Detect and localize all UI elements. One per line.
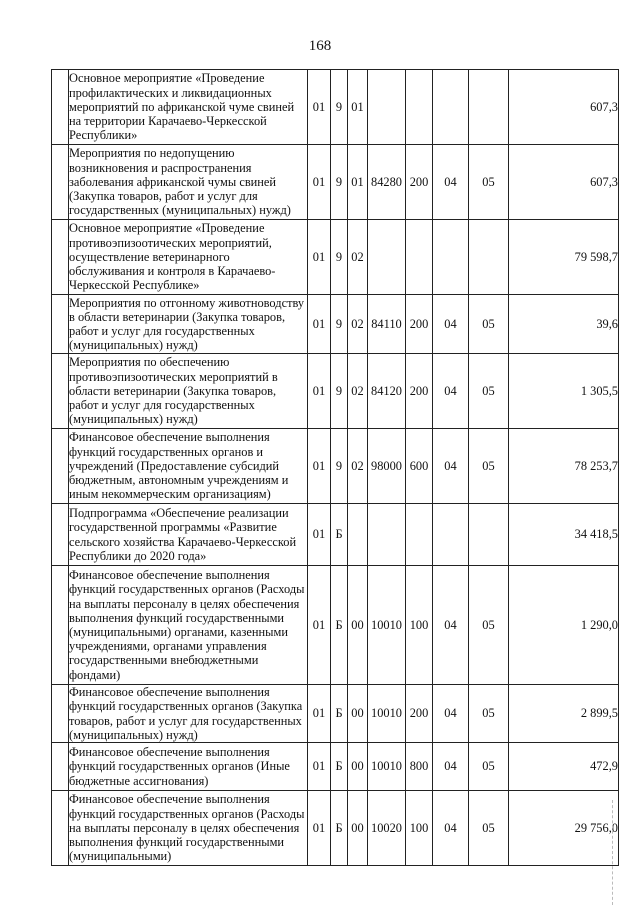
page-number: 168 [308, 38, 332, 54]
section-code [433, 70, 469, 145]
activity-code [348, 504, 368, 566]
program-code: 01 [308, 685, 331, 743]
activity-code: 00 [348, 685, 368, 743]
row-margin-cell [52, 504, 69, 566]
section-code [433, 504, 469, 566]
direction-code: 84120 [368, 354, 406, 429]
expense-type-code: 100 [406, 791, 433, 866]
subsection-code: 05 [469, 354, 509, 429]
amount: 79 598,7 [509, 220, 619, 295]
subprogram-code: 9 [331, 145, 348, 220]
subsection-code: 05 [469, 743, 509, 791]
section-code: 04 [433, 354, 469, 429]
row-description: Мероприятия по отгонному животноводству в области ветеринарии (Закупка товаров, работ и услуг для государственных (муниципальных) нужд) [69, 295, 308, 354]
program-code: 01 [308, 743, 331, 791]
table-row [52, 145, 619, 220]
table-row [52, 354, 619, 429]
direction-code: 10010 [368, 685, 406, 743]
table-row [52, 220, 619, 295]
amount: 2 899,5 [509, 685, 619, 743]
direction-code: 98000 [368, 429, 406, 504]
section-code [433, 220, 469, 295]
amount: 29 756,0 [509, 791, 619, 866]
expense-type-code: 800 [406, 743, 433, 791]
row-description: Мероприятия по обеспечению противоэпизоотических мероприятий в области ветеринарии (Закупка товаров, работ и услуг для государственных (муниципальных) нужд) [69, 354, 308, 429]
program-code: 01 [308, 145, 331, 220]
row-margin-cell [52, 791, 69, 866]
amount: 39,6 [509, 295, 619, 354]
subprogram-code: 9 [331, 70, 348, 145]
subsection-code [469, 504, 509, 566]
row-margin-cell [52, 145, 69, 220]
expense-type-code: 600 [406, 429, 433, 504]
program-code: 01 [308, 429, 331, 504]
activity-code: 01 [348, 70, 368, 145]
expense-type-code: 200 [406, 354, 433, 429]
table-row [52, 504, 619, 566]
subsection-code: 05 [469, 685, 509, 743]
subprogram-code: 9 [331, 429, 348, 504]
row-description: Основное мероприятие «Проведение профилактических и ликвидационных мероприятий по африканской чуме свиней на территории Карачаево-Черкесской Республики» [69, 70, 308, 145]
expense-type-code [406, 504, 433, 566]
amount: 472,9 [509, 743, 619, 791]
table-row [52, 566, 619, 685]
expense-type-code [406, 70, 433, 145]
row-margin-cell [52, 295, 69, 354]
row-description: Финансовое обеспечение выполнения функций государственных органов и учреждений (Предоставление субсидий бюджетным, автономным учреждениям и иным некоммерческим организациям) [69, 429, 308, 504]
row-description: Подпрограмма «Обеспечение реализации государственной программы «Развитие сельского хозяйства Карачаево-Черкесской Республики до 2020 года» [69, 504, 308, 566]
row-description: Основное мероприятие «Проведение противоэпизоотических мероприятий, осуществление ветеринарного обслуживания и контроля в Карачаево-Черкесской Республике» [69, 220, 308, 295]
subprogram-code: 9 [331, 220, 348, 295]
subprogram-code: Б [331, 685, 348, 743]
amount: 78 253,7 [509, 429, 619, 504]
subprogram-code: Б [331, 504, 348, 566]
program-code: 01 [308, 791, 331, 866]
direction-code: 10010 [368, 566, 406, 685]
row-margin-cell [52, 743, 69, 791]
amount: 607,3 [509, 145, 619, 220]
direction-code: 84280 [368, 145, 406, 220]
table-row [52, 295, 619, 354]
row-description: Мероприятия по недопущению возникновения и распространения заболевания африканской чумы свиней (Закупка товаров, работ и услуг для государственных (муниципальных) нужд) [69, 145, 308, 220]
program-code: 01 [308, 295, 331, 354]
expense-type-code [406, 220, 433, 295]
subsection-code [469, 220, 509, 295]
section-code: 04 [433, 145, 469, 220]
subsection-code: 05 [469, 295, 509, 354]
row-margin-cell [52, 354, 69, 429]
direction-code: 10020 [368, 791, 406, 866]
subprogram-code: 9 [331, 295, 348, 354]
activity-code: 00 [348, 566, 368, 685]
table-row [52, 70, 619, 145]
program-code: 01 [308, 220, 331, 295]
page-margin-line [612, 800, 613, 905]
direction-code [368, 70, 406, 145]
table-row [52, 791, 619, 866]
section-code: 04 [433, 791, 469, 866]
subprogram-code: 9 [331, 354, 348, 429]
expense-type-code: 200 [406, 685, 433, 743]
amount: 34 418,5 [509, 504, 619, 566]
subsection-code [469, 70, 509, 145]
section-code: 04 [433, 743, 469, 791]
direction-code [368, 220, 406, 295]
program-code: 01 [308, 354, 331, 429]
row-margin-cell [52, 566, 69, 685]
activity-code: 02 [348, 354, 368, 429]
subsection-code: 05 [469, 429, 509, 504]
subprogram-code: Б [331, 566, 348, 685]
row-description: Финансовое обеспечение выполнения функций государственных органов (Расходы на выплаты персоналу в целях обеспечения выполнения функций государственными (муниципальными) [69, 791, 308, 866]
row-margin-cell [52, 70, 69, 145]
row-margin-cell [52, 220, 69, 295]
row-description: Финансовое обеспечение выполнения функций государственных органов (Закупка товаров, работ и услуг для государственных (муниципальных) нужд) [69, 685, 308, 743]
amount: 1 305,5 [509, 354, 619, 429]
activity-code: 02 [348, 429, 368, 504]
direction-code: 10010 [368, 743, 406, 791]
section-code: 04 [433, 685, 469, 743]
subprogram-code: Б [331, 791, 348, 866]
budget-table [51, 69, 619, 866]
activity-code: 00 [348, 791, 368, 866]
subsection-code: 05 [469, 145, 509, 220]
section-code: 04 [433, 429, 469, 504]
row-description: Финансовое обеспечение выполнения функций государственных органов (Расходы на выплаты персоналу в целях обеспечения выполнения функций государственными (муниципальными) органами, казенными учреждениями, органами управления государственными внебюджетными фондами) [69, 566, 308, 685]
activity-code: 00 [348, 743, 368, 791]
table-row [52, 685, 619, 743]
program-code: 01 [308, 504, 331, 566]
subsection-code: 05 [469, 791, 509, 866]
subprogram-code: Б [331, 743, 348, 791]
direction-code: 84110 [368, 295, 406, 354]
section-code: 04 [433, 295, 469, 354]
activity-code: 02 [348, 295, 368, 354]
table-row [52, 743, 619, 791]
activity-code: 02 [348, 220, 368, 295]
program-code: 01 [308, 566, 331, 685]
program-code: 01 [308, 70, 331, 145]
expense-type-code: 100 [406, 566, 433, 685]
budget-table-body [52, 70, 619, 866]
subsection-code: 05 [469, 566, 509, 685]
row-margin-cell [52, 685, 69, 743]
expense-type-code: 200 [406, 145, 433, 220]
amount: 1 290,0 [509, 566, 619, 685]
row-description: Финансовое обеспечение выполнения функций государственных органов (Иные бюджетные ассигнования) [69, 743, 308, 791]
row-margin-cell [52, 429, 69, 504]
section-code: 04 [433, 566, 469, 685]
activity-code: 01 [348, 145, 368, 220]
direction-code [368, 504, 406, 566]
table-row [52, 429, 619, 504]
expense-type-code: 200 [406, 295, 433, 354]
amount: 607,3 [509, 70, 619, 145]
